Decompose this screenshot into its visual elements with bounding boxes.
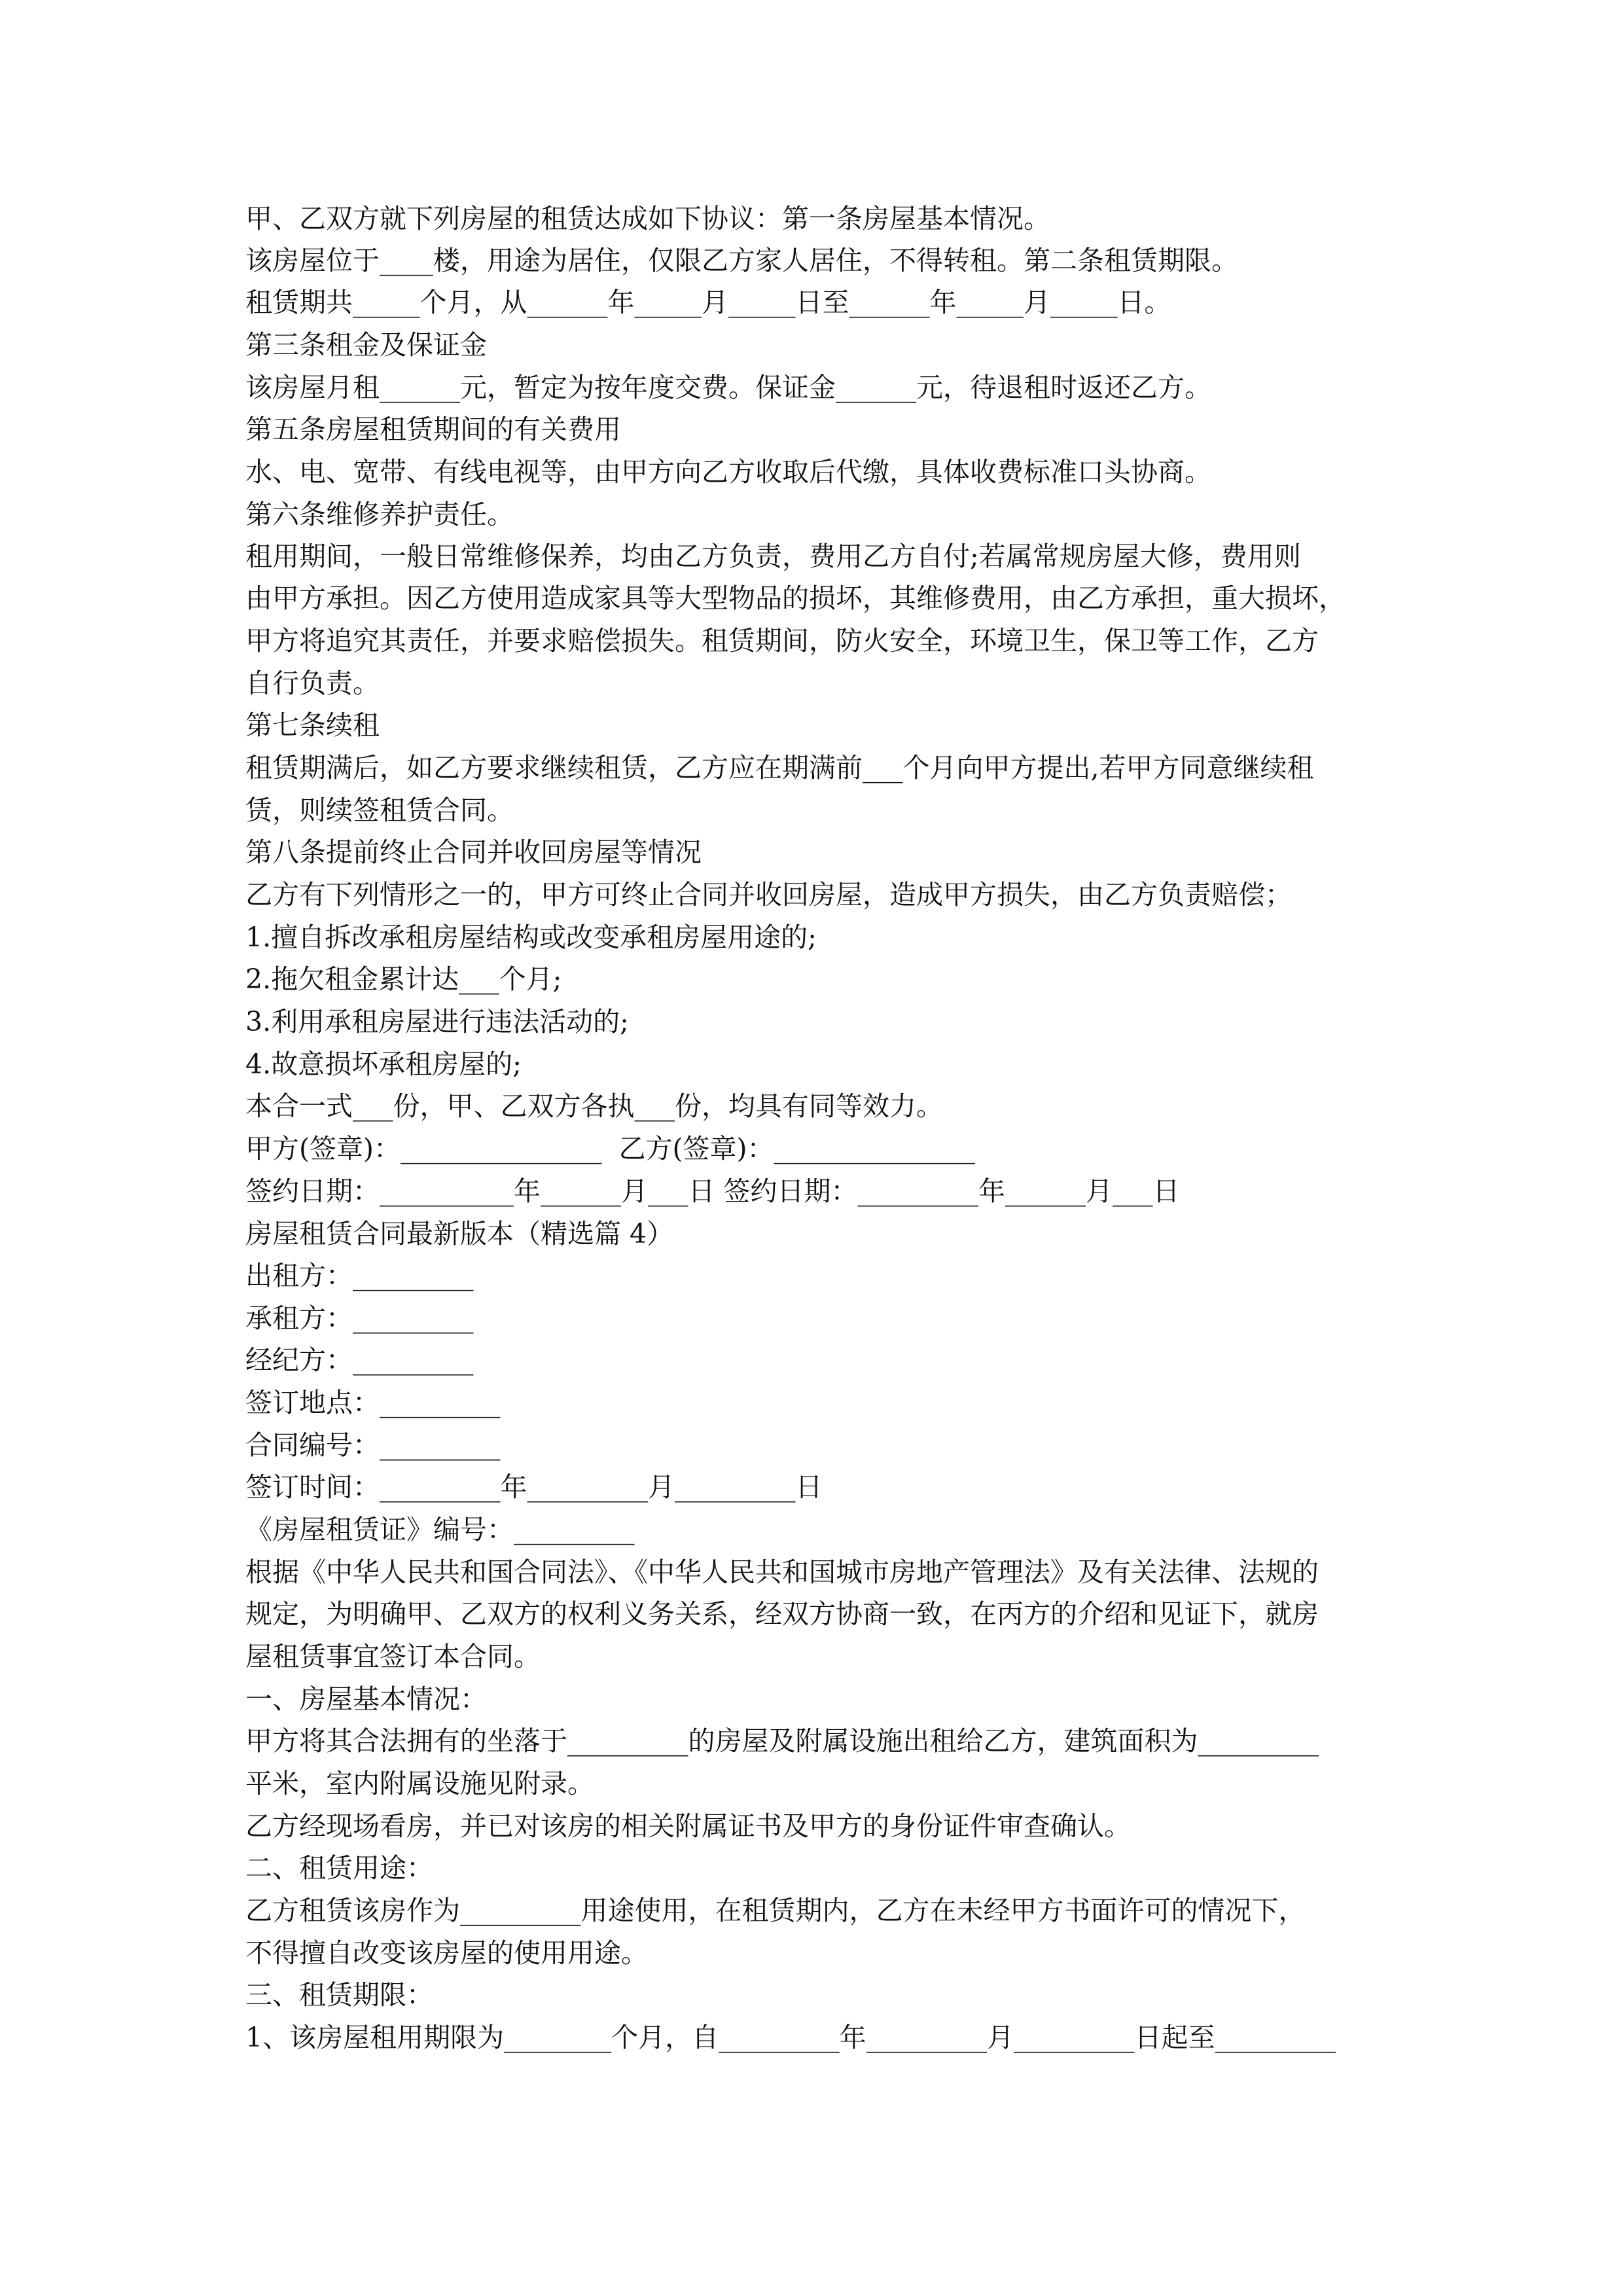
- text-line: 第八条提前终止合同并收回房屋等情况: [245, 836, 702, 868]
- text-line: 甲、乙双方就下列房屋的租赁达成如下协议：第一条房屋基本情况。: [245, 203, 1050, 234]
- text-line: 一、房屋基本情况：: [245, 1683, 487, 1715]
- text-line: 第七条续租: [245, 709, 380, 741]
- text-line: 甲方将追究其责任，并要求赔偿损失。租赁期间，防火安全，环境卫生，保卫等工作，乙方: [245, 625, 1319, 656]
- text-line: 平米，室内附属设施见附录。: [245, 1768, 594, 1799]
- text-line: 由甲方承担。因乙方使用造成家具等大型物品的损坏，其维修费用，由乙方承担，重大损坏，: [245, 583, 1346, 614]
- text-line: 租赁期共_____个月，从______年_____月_____日至______年_____月_____日。: [245, 287, 1171, 318]
- text-line: 根据《中华人民共和国合同法》、《中华人民共和国城市房地产管理法》及有关法律、法规的: [245, 1556, 1319, 1588]
- text-line: 屋租赁事宜签订本合同。: [245, 1641, 541, 1672]
- text-line: 《房屋租赁证》编号：_________: [245, 1514, 635, 1545]
- text-line: 租用期间，一般日常维修保养，均由乙方负责，费用乙方自付;若属常规房屋大修，费用则: [245, 541, 1301, 572]
- text-line: 乙方有下列情形之一的，甲方可终止合同并收回房屋，造成甲方损失，由乙方负责赔偿；: [245, 879, 1292, 910]
- text-line: 甲方将其合法拥有的坐落于_________的房屋及附属设施出租给乙方，建筑面积为_________: [245, 1725, 1319, 1757]
- text-line: 经纪方：_________: [245, 1344, 474, 1376]
- text-line: 1、该房屋租用期限为________个月，自_________年_________月_________日起至_________: [245, 2022, 1336, 2053]
- text-line: 第五条房屋租赁期间的有关费用: [245, 414, 621, 445]
- text-line: 乙方租赁该房作为_________用途使用，在租赁期内，乙方在未经甲方书面许可的情况下，: [245, 1895, 1306, 1926]
- text-line: 该房屋月租______元，暂定为按年度交费。保证金______元，待退租时返还乙方。: [245, 372, 1211, 403]
- text-line: 乙方经现场看房，并已对该房的相关附属证书及甲方的身份证件审查确认。: [245, 1810, 1131, 1842]
- text-line: 2.拖欠租金累计达___个月;: [245, 963, 562, 995]
- text-line: 三、租赁期限：: [245, 1979, 433, 2011]
- text-line: 签约日期：__________年______月___日 签约日期：_________年______月___日: [245, 1175, 1180, 1207]
- text-line: 赁，则续签租赁合同。: [245, 795, 514, 826]
- text-line: 签订时间：_________年_________月_________日: [245, 1471, 823, 1503]
- text-line: 租赁期满后，如乙方要求继续租赁，乙方应在期满前___个月向甲方提出,若甲方同意继续租: [245, 752, 1314, 783]
- text-line: 承租方：_________: [245, 1302, 474, 1334]
- text-line: 第六条维修养护责任。: [245, 499, 514, 530]
- text-line: 二、租赁用途：: [245, 1852, 433, 1884]
- text-line: 甲方(签章)：_______________ 乙方(签章)：_______________: [245, 1133, 976, 1164]
- text-line: 水、电、宽带、有线电视等，由甲方向乙方收取后代缴，具体收费标准口头协商。: [245, 456, 1211, 488]
- text-line: 本合一式___份，甲、乙双方各执___份，均具有同等效力。: [245, 1090, 943, 1122]
- text-line: 出租方：_________: [245, 1260, 474, 1291]
- text-line: 不得擅自改变该房屋的使用用途。: [245, 1937, 648, 1969]
- text-line: 合同编号：_________: [245, 1429, 501, 1461]
- text-line: 3.利用承租房屋进行违法活动的;: [245, 1006, 629, 1037]
- text-line: 规定，为明确甲、乙双方的权利义务关系，经双方协商一致，在丙方的介绍和见证下，就房: [245, 1598, 1319, 1630]
- text-line: 签订地点：_________: [245, 1387, 501, 1418]
- text-line: 该房屋位于____楼，用途为居住，仅限乙方家人居住，不得转租。第二条租赁期限。: [245, 245, 1238, 276]
- text-line: 房屋租赁合同最新版本（精选篇 4）: [245, 1218, 674, 1249]
- text-line: 1.擅自拆改承租房屋结构或改变承租房屋用途的;: [245, 922, 817, 953]
- text-line: 第三条租金及保证金: [245, 329, 487, 361]
- text-line: 自行负责。: [245, 668, 380, 699]
- text-line: 4.故意损坏承租房屋的;: [245, 1049, 522, 1080]
